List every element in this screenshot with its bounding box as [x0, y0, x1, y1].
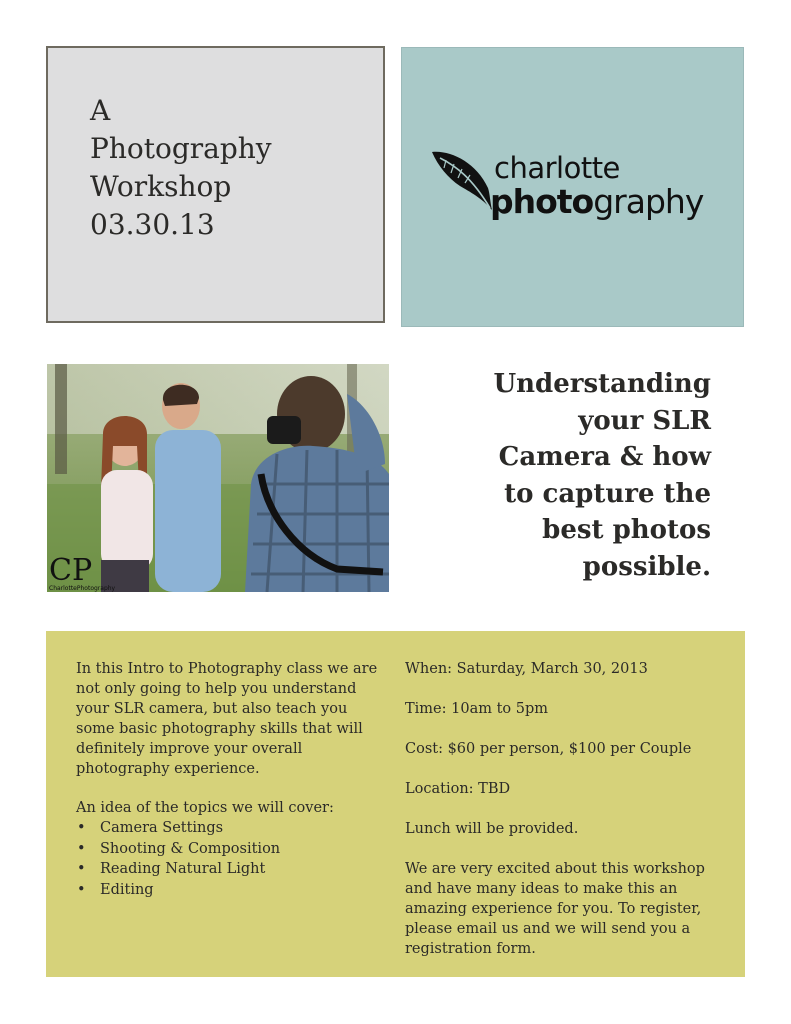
topic-item: • Camera Settings: [76, 818, 381, 839]
photographer-couple-image: [47, 364, 389, 592]
intro-paragraph: In this Intro to Photography class we are not only going to help you understand your SLR camera, but also teach you some basic photography skills that will definitely improve your overall photography experience.: [76, 661, 378, 777]
tagline-line: possible.: [582, 551, 711, 582]
lunch-text: Lunch will be provided.: [405, 821, 579, 837]
title-line: Photography: [90, 132, 272, 165]
title-date: 03.30.13: [90, 208, 215, 241]
title-line: Workshop: [90, 170, 232, 203]
tagline-line: Understanding: [493, 369, 711, 399]
workshop-title: [90, 92, 272, 244]
workshop-photo: [47, 364, 389, 592]
title-box: [46, 46, 385, 323]
logo-word-photo: photo: [490, 182, 594, 221]
photo-watermark-caption: CharlottePhotography: [49, 585, 116, 592]
topic-item: • Shooting & Composition: [76, 839, 381, 860]
details-right-column: [405, 659, 735, 979]
closing-paragraph: We are very excited about this workshop and have many ideas to make this an amazing experience for you. To register, please email us and we will send you a registration form.: [405, 861, 705, 957]
tagline-line: best photos: [542, 515, 711, 545]
cost-text: Cost: $60 per person, $100 per Couple: [405, 741, 692, 757]
details-box: [46, 631, 745, 977]
details-left-column: [76, 659, 381, 901]
logo-box: [401, 47, 744, 327]
logo-word-charlotte: charlotte: [494, 151, 620, 185]
photo-watermark-logo: CP: [49, 553, 93, 588]
when-text: When: Saturday, March 30, 2013: [405, 661, 648, 677]
tagline-line: Camera & how: [498, 442, 711, 472]
logo-word-photography: [490, 182, 703, 221]
quill-feather-icon: [430, 148, 494, 212]
tagline-line: to capture the: [504, 478, 711, 509]
logo-word-graphy: graphy: [593, 182, 704, 221]
topic-item: • Reading Natural Light: [76, 859, 381, 880]
title-line: A: [90, 94, 111, 127]
location-text: Location: TBD: [405, 781, 511, 797]
topics-list: [76, 818, 381, 901]
topic-item: • Editing: [76, 880, 381, 901]
tagline-line: your SLR: [578, 405, 711, 436]
tagline: [470, 366, 711, 585]
topics-heading: An idea of the topics we will cover:: [76, 800, 334, 816]
time-text: Time: 10am to 5pm: [405, 701, 549, 717]
